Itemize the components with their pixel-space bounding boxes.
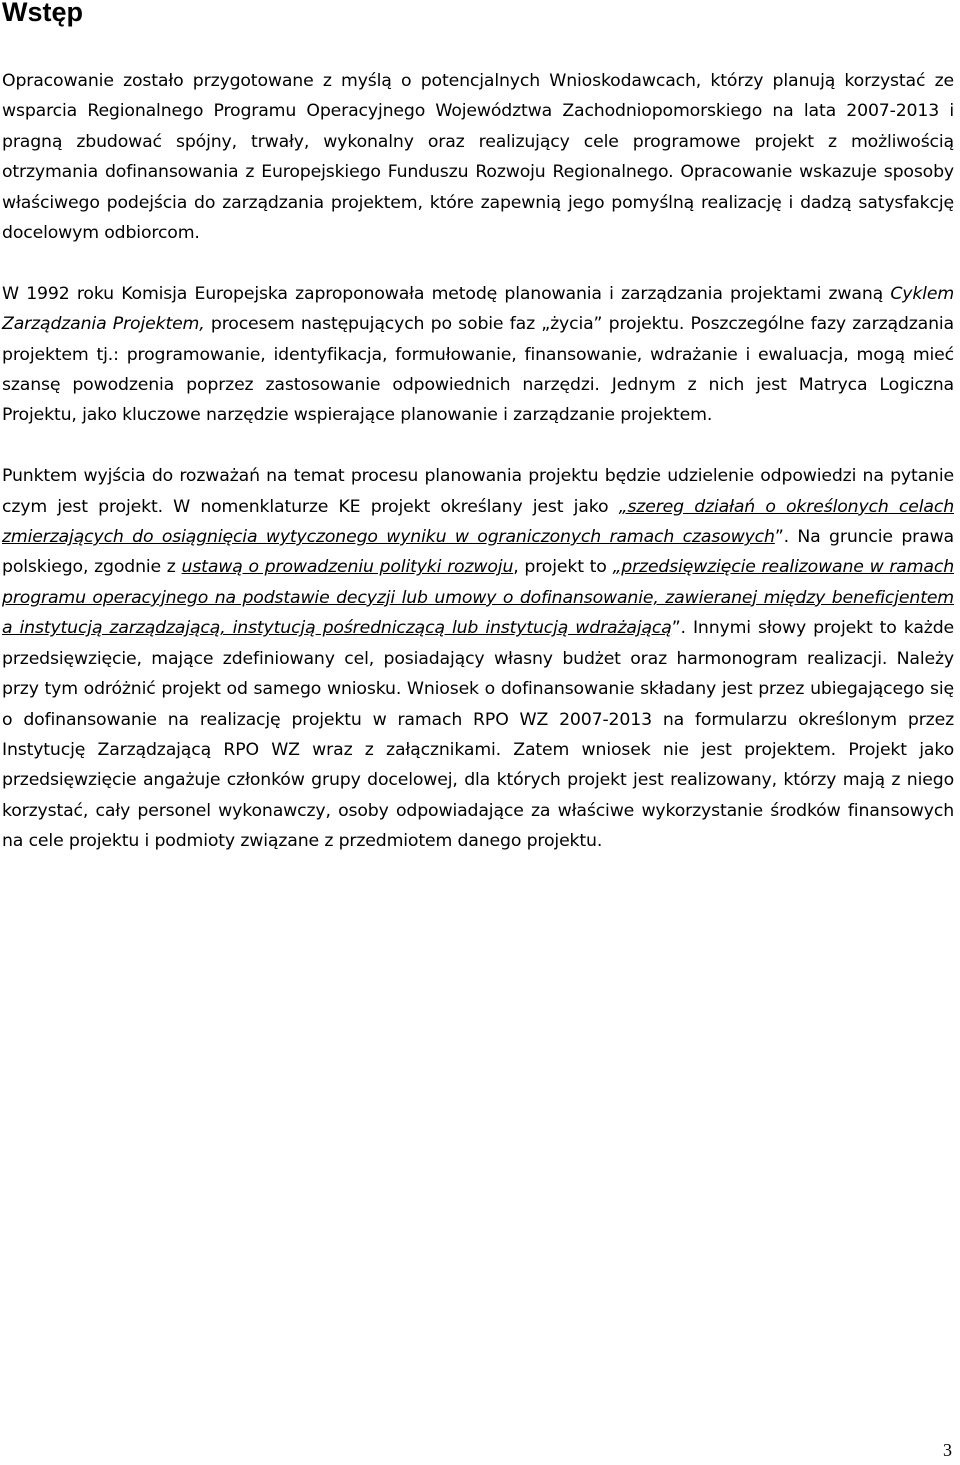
quote-ke-definition: „szereg działań o określonych celach zmierzających do osiągnięcia wytyczonego wyniku w ograniczonych ramach czasowych — [2, 496, 954, 548]
paragraph-project-cycle-text-1: W 1992 roku Komisja Europejska zaproponowała metodę planowania i zarządzania projektami zwaną — [2, 283, 891, 304]
paragraph-definition-text-3: , projekt to — [513, 557, 613, 578]
quote-law-definition: „przedsięwzięcie realizowane w ramach programu operacyjnego na podstawie decyzji lub umowy o dofinansowanie, zawieranej między beneficjentem a instytucją zarządzającą, instytucją pośredniczącą lub instytucją wdrażającą — [2, 557, 955, 639]
term-project-cycle: Cyklem Zarządzania Projektem, — [2, 283, 954, 335]
section-heading: Wstęp — [2, 0, 83, 27]
paragraph-project-cycle — [2, 279, 954, 431]
paragraph-definition-text-4: ”. Innymi słowy projekt to każde przedsięwzięcie, mające zdefiniowany cel, posiadający własny budżet oraz harmonogram realizacji. Należy przy tym odróżnić projekt od samego wniosku. Wniosek o dofinansowanie składany jest przez ubiegającego się o dofinansowanie na realizację projektu w ramach RPO WZ 2007-2013 na formularzu określonym przez Instytucję Zarządzającą RPO WZ wraz z załącznikami. Zatem wniosek nie jest projektem. Projekt jako przedsięwzięcie angażuje członków grupy docelowej, dla których projekt jest realizowany, którzy mają z niego korzystać, cały personel wykonawczy, osoby odpowiadające za właściwe wykorzystanie środków finansowych na cele projektu i podmioty związane z przedmiotem danego projektu. — [2, 618, 955, 852]
paragraph-definition-text-1: Punktem wyjścia do rozważań na temat procesu planowania projektu będzie udzielenie odpowiedzi na pytanie czym jest projekt. W nomenklaturze KE projekt określany jest jako — [2, 466, 954, 517]
paragraph-project-definition — [2, 461, 954, 856]
page-number: 3 — [943, 1440, 952, 1460]
paragraph-intro: Opracowanie zostało przygotowane z myślą o potencjalnych Wnioskodawcach, którzy planują korzystać ze wsparcia Regionalnego Programu Operacyjnego Województwa Zachodniopomorskiego na lata 2007-2013 i pragną zbudować spójny, trwały, wykonalny oraz realizujący cele programowe projekt z możliwością otrzymania dofinansowania z Europejskiego Funduszu Rozwoju Regionalnego. Opracowanie wskazuje sposoby właściwego podejścia do zarządzania projektem, które zapewnią jego pomyślną realizację i dadzą satysfakcję docelowym odbiorcom. — [2, 71, 954, 244]
paragraph-project-cycle-text-2: procesem następujących po sobie faz „życia” projektu. Poszczególne fazy zarządzania projektem tj.: programowanie, identyfikacja, formułowanie, finansowanie, wdrażanie i ewaluacja, mogą mieć szansę powodzenia poprzez zastosowanie odpowiednich narzędzi. Jednym z nich jest Matryca Logiczna Projektu, jako kluczowe narzędzie wspierające planowanie i zarządzanie projektem. — [2, 314, 954, 426]
law-reference: ustawą o prowadzeniu polityki rozwoju — [181, 557, 514, 578]
paragraph-definition-text-2: ”. Na gruncie prawa polskiego, zgodnie z — [2, 527, 954, 578]
document-body — [2, 66, 954, 887]
